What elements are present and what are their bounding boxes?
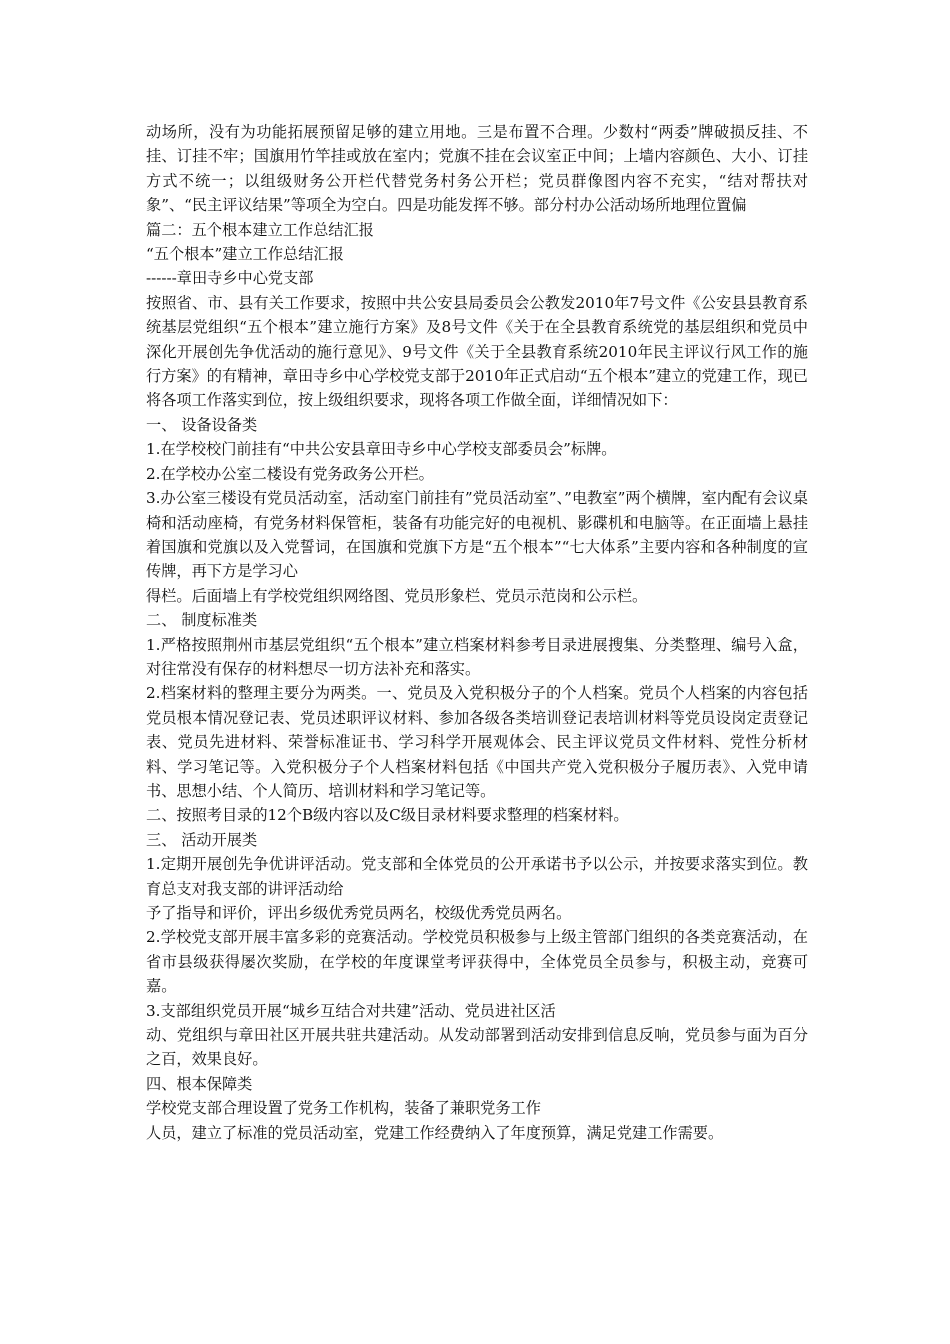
section-heading-activities: 三、 活动开展类: [146, 830, 258, 849]
support-paragraph: 学校党支部合理设置了党务工作机构，装备了兼职党务工作: [146, 1099, 541, 1118]
report-intro-paragraph: 按照省、市、县有关工作要求，按照中共公安县局委员会公教发2010年7号文件《公安县县教育系统基层党组织“五个根本”建立施行方案》及8号文件《关于在全县教育系统党的基层组织和党员中深化开展创先争优活动的施行意见》、9号文件《关于全县教育系统2010年民主评议行风工作的施行方案》的有精神，章田寺乡中心学校党支部于2010年正式启动“五个根本”建立的党建工作，现已将各项工作落实到位，按上级组织要求，现将各项工作做全面，详细情况如下：: [146, 293, 808, 410]
document-page: [146, 120, 808, 1145]
intro-paragraph: 动场所，没有为功能拓展预留足够的建立用地。三是布置不合理。少数村“两委”牌破损反挂、不挂、订挂不牢；国旗用竹竿挂或放在室内；党旗不挂在会议室正中间；上墙内容颜色、大小、订挂方式不统一；以组级财务公开栏代替党务村务公开栏；党员群像图内容不充实，“结对帮扶对象”、“民主评议结果”等项全为空白。四是功能发挥不够。部分村办公活动场所地理位置偏: [146, 123, 808, 215]
activities-item-3-continued: 动、党组织与章田社区开展共驻共建活动。从发动部署到活动安排到信息反响，党员参与面为百分之百，效果良好。: [146, 1026, 808, 1069]
article-heading: 篇二：五个根本建立工作总结汇报: [146, 220, 374, 239]
activities-item-1: 1.定期开展创先争优讲评活动。党支部和全体党员的公开承诺书予以公示，并按要求落实到位。教育总支对我支部的讲评活动给: [146, 855, 808, 898]
equipment-item-3: 3.办公室三楼设有党员活动室，活动室门前挂有”党员活动室”、”电教室”两个横牌，室内配有会议桌椅和活动座椅，有党务材料保管柜，装备有功能完好的电视机、影碟机和电脑等。在正面墙上悬挂着国旗和党旗以及入党誓词，在国旗和党旗下方是“五个根本”“七大体系”主要内容和各种制度的宣传牌，再下方是学习心: [146, 489, 808, 581]
standards-item-3: 二、按照考目录的12个B级内容以及C级目录材料要求整理的档案材料。: [146, 806, 629, 825]
activities-item-3: 3.支部组织党员开展“城乡互结合对共建”活动、党员进社区活: [146, 1001, 556, 1020]
support-paragraph-continued: 人员，建立了标准的党员活动室，党建工作经费纳入了年度预算，满足党建工作需要。: [146, 1123, 724, 1142]
section-heading-equipment: 一、 设备设备类: [146, 415, 258, 434]
standards-item-2: 2.档案材料的整理主要分为两类。一、党员及入党积极分子的个人档案。党员个人档案的内容包括党员根本情况登记表、党员述职评议材料、参加各级各类培训登记表培训材料等党员设岗定责登记表、党员先进材料、荣誉标准证书、学习科学开展观体会、民主评议党员文件材料、党性分析材料、学习笔记等。入党积极分子个人档案材料包括《中国共产党入党积极分子履历表》、入党申请书、思想小结、个人简历、培训材料和学习笔记等。: [146, 684, 808, 800]
report-author: ------章田寺乡中心党支部: [146, 269, 314, 288]
equipment-item-1: 1.在学校校门前挂有“中共公安县章田寺乡中心学校支部委员会”标牌。: [146, 440, 617, 459]
section-heading-support: 四、根本保障类: [146, 1074, 253, 1093]
activities-item-2: 2.学校党支部开展丰富多彩的竞赛活动。学校党员积极参与上级主管部门组织的各类竞赛活动，在省市县级获得屡次奖励，在学校的年度课堂考评获得中，全体党员全员参与，积极主动，竞赛可嘉。: [146, 928, 808, 996]
standards-item-1: 1.严格按照荆州市基层党组织“五个根本”建立档案材料参考目录进展搜集、分类整理、编号入盒，对往常没有保存的材料想尽一切方法补充和落实。: [146, 635, 808, 678]
activities-item-1-continued: 予了指导和评价，评出乡级优秀党员两名，校级优秀党员两名。: [146, 904, 572, 922]
report-title: “五个根本”建立工作总结汇报: [146, 245, 344, 264]
equipment-item-2: 2.在学校办公室二楼设有党务政务公开栏。: [146, 464, 434, 483]
equipment-item-3-continued: 得栏。后面墙上有学校党组织网络图、党员形象栏、党员示范岗和公示栏。: [146, 586, 648, 605]
section-heading-standards: 二、 制度标准类: [146, 611, 258, 630]
